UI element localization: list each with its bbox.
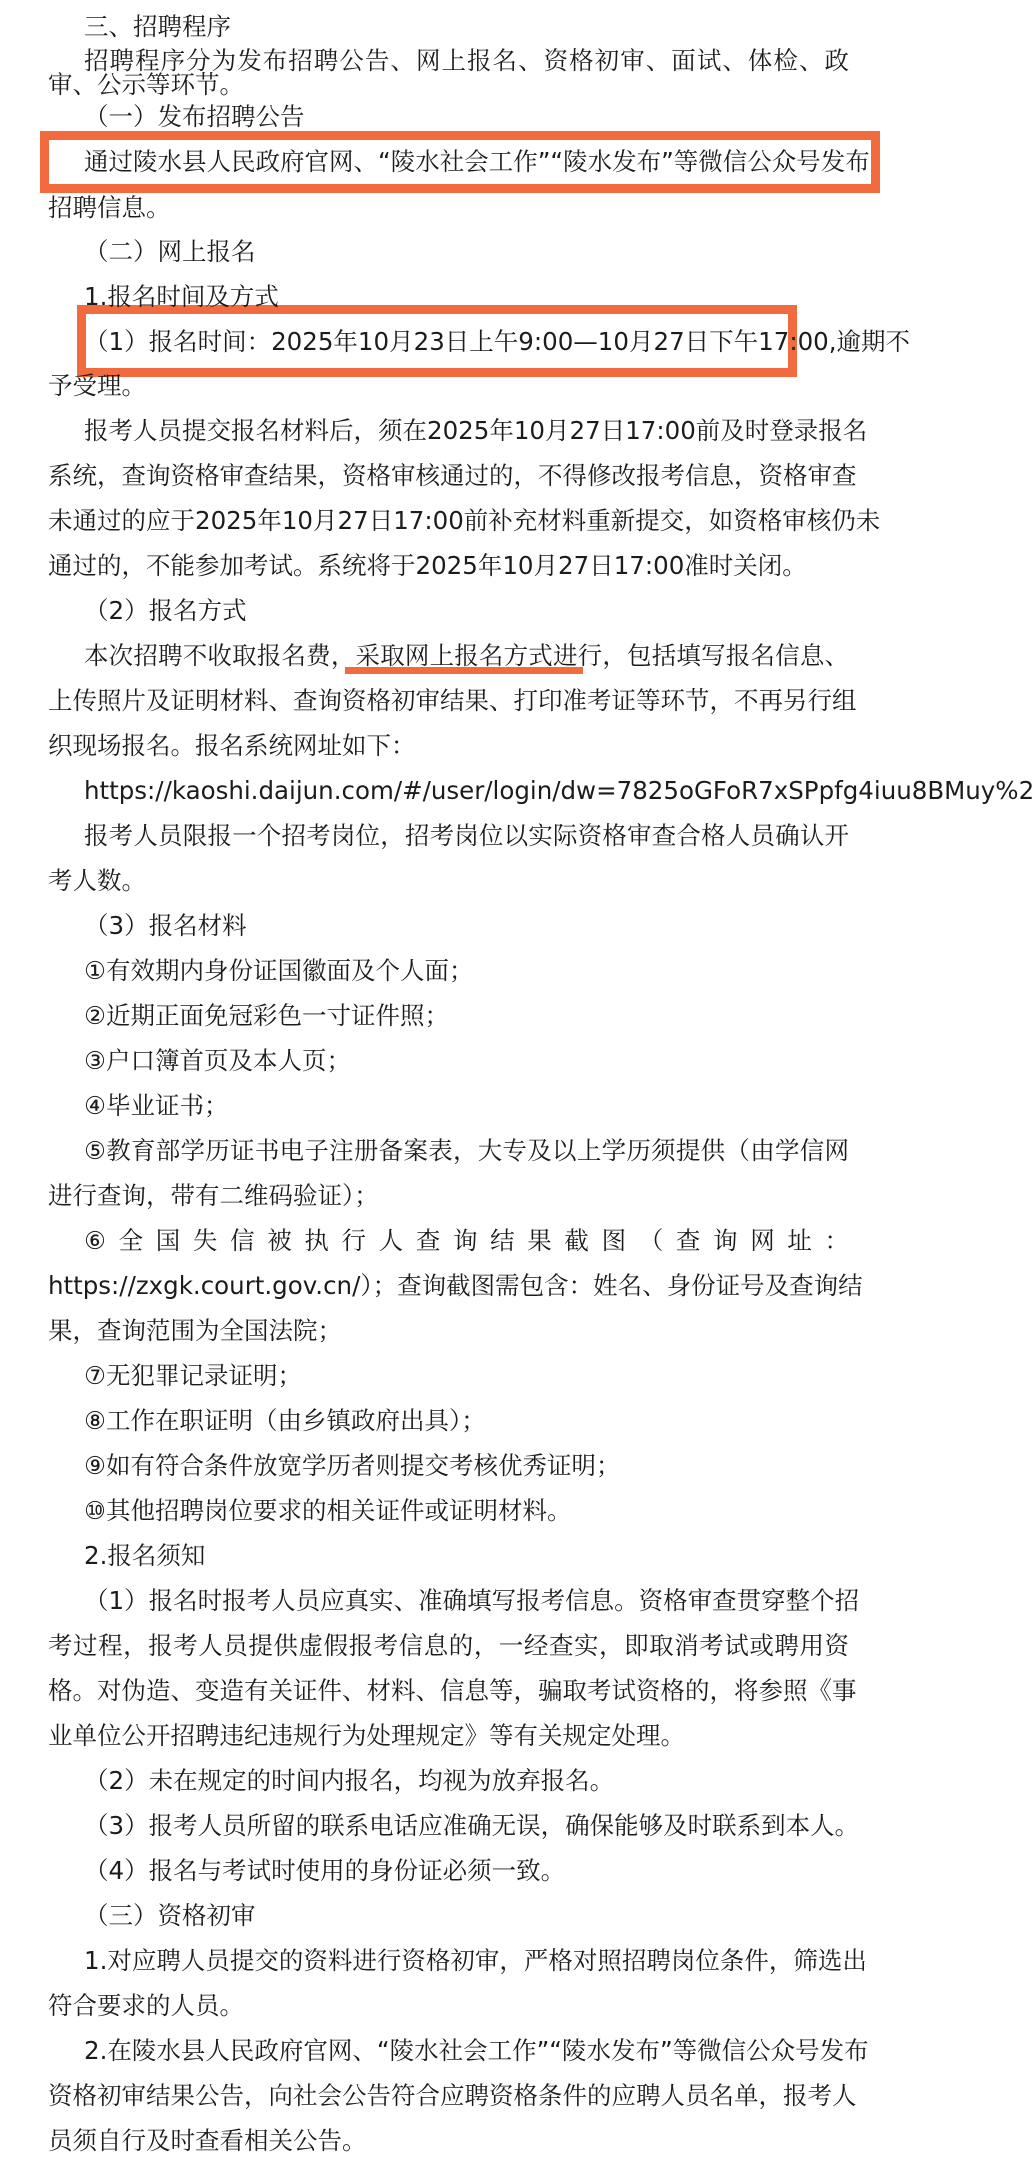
list-item: https://zxgk.court.gov.cn/）；查询截图需包含：姓名、身份证号及查询结 (48, 1271, 863, 1300)
paragraph-line: 上传照片及证明材料、查询资格初审结果、打印准考证等环节，不再另行组 (48, 686, 857, 715)
paragraph-line: （3）报考人员所留的联系电话应准确无误，确保能够及时联系到本人。 (84, 1811, 860, 1840)
subsection-title: （三）资格初审 (84, 1901, 256, 1930)
paragraph-line: （1）报名时报考人员应真实、准确填写报考信息。资格审查贯穿整个招 (84, 1586, 860, 1615)
list-item: ②近期正面免冠彩色一寸证件照； (84, 1001, 449, 1030)
paragraph-line: 审、公示等环节。 (48, 70, 244, 99)
subsection-title: （3）报名材料 (84, 911, 247, 940)
list-item: ④毕业证书； (84, 1091, 229, 1120)
paragraph-line: 织现场报名。报名系统网址如下： (48, 731, 416, 760)
paragraph-line: 2.在陵水县人民政府官网、“陵水社会工作”“陵水发布”等微信公众号发布 (84, 2036, 869, 2065)
paragraph-line: 员须自行及时查看相关公告。 (48, 2126, 367, 2155)
subsection-title: （2）报名方式 (84, 596, 247, 625)
paragraph-line: 1.对应聘人员提交的资料进行资格初审，严格对照招聘岗位条件，筛选出 (84, 1946, 867, 1975)
paragraph-line: 考过程，报考人员提供虚假报考信息的，一经查实，即取消考试或聘用资 (48, 1631, 849, 1660)
paragraph-line: （4）报名与考试时使用的身份证必须一致。 (84, 1856, 566, 1885)
subsection-title: （二）网上报名 (84, 237, 256, 266)
list-item: ①有效期内身份证国徽面及个人面； (84, 956, 474, 985)
section-title: 三、招聘程序 (84, 12, 231, 41)
list-item: 果，查询范围为全国法院； (48, 1316, 342, 1345)
item-title: 1.报名时间及方式 (84, 282, 279, 311)
list-item: 进行查询，带有二维码验证）； (48, 1181, 379, 1210)
list-item: ⑩其他招聘岗位要求的相关证件或证明材料。 (84, 1496, 572, 1525)
subsection-title: （一）发布招聘公告 (84, 102, 305, 131)
list-item: ③户口簿首页及本人页； (84, 1046, 351, 1075)
list-item: ⑧工作在职证明（由乡镇政府出具）； (84, 1406, 486, 1435)
paragraph-line: 本次招聘不收取报名费，采取网上报名方式进行，包括填写报名信息、 (84, 641, 849, 670)
registration-url[interactable]: https://kaoshi.daijun.com/#/user/login/dw=7825oGFoR7xSPpfg4iuu8BMuy%2 (84, 776, 1034, 805)
paragraph-line: 报考人员限报一个招考岗位，招考岗位以实际资格审查合格人员确认开 (84, 821, 849, 850)
paragraph-line: 通过陵水县人民政府官网、“陵水社会工作”“陵水发布”等微信公众号发布 (84, 147, 870, 176)
paragraph-line: 资格初审结果公告，向社会公告符合应聘资格条件的应聘人员名单，报考人 (48, 2081, 857, 2110)
list-item: ⑥全国失信被执行人查询结果截图（查询网址： (84, 1226, 849, 1255)
item-title: 2.报名须知 (84, 1541, 206, 1570)
paragraph-line: 考人数。 (48, 866, 146, 895)
paragraph-line: 招聘程序分为发布招聘公告、网上报名、资格初审、面试、体检、政 (84, 46, 849, 75)
paragraph-line: 予受理。 (48, 371, 146, 400)
list-item: ⑦无犯罪记录证明； (84, 1361, 302, 1390)
paragraph-line: 系统，查询资格审查结果，资格审核通过的，不得修改报考信息，资格审查 (48, 461, 857, 490)
paragraph-line: 符合要求的人员。 (48, 1991, 244, 2020)
paragraph-line: （2）未在规定的时间内报名，均视为放弃报名。 (84, 1766, 615, 1795)
paragraph-line: 报考人员提交报名材料后，须在2025年10月27日17:00前及时登录报名 (84, 416, 868, 445)
list-item: ⑤教育部学历证书电子注册备案表，大专及以上学历须提供（由学信网 (84, 1136, 849, 1165)
paragraph-line: 业单位公开招聘违纪违规行为处理规定》等有关规定处理。 (48, 1721, 685, 1750)
paragraph-line: 格。对伪造、变造有关证件、材料、信息等，骗取考试资格的，将参照《事 (48, 1676, 857, 1705)
paragraph-line: 未通过的应于2025年10月27日17:00前补充材料重新提交，如资格审核仍未 (48, 506, 881, 535)
paragraph-line: 通过的，不能参加考试。系统将于2025年10月27日17:00准时关闭。 (48, 551, 807, 580)
paragraph-line: （1）报名时间：2025年10月23日上午9:00—10月27日下午17:00,逾期不 (84, 327, 911, 356)
paragraph-line: 招聘信息。 (48, 193, 171, 222)
list-item: ⑨如有符合条件放宽学历者则提交考核优秀证明； (84, 1451, 621, 1480)
